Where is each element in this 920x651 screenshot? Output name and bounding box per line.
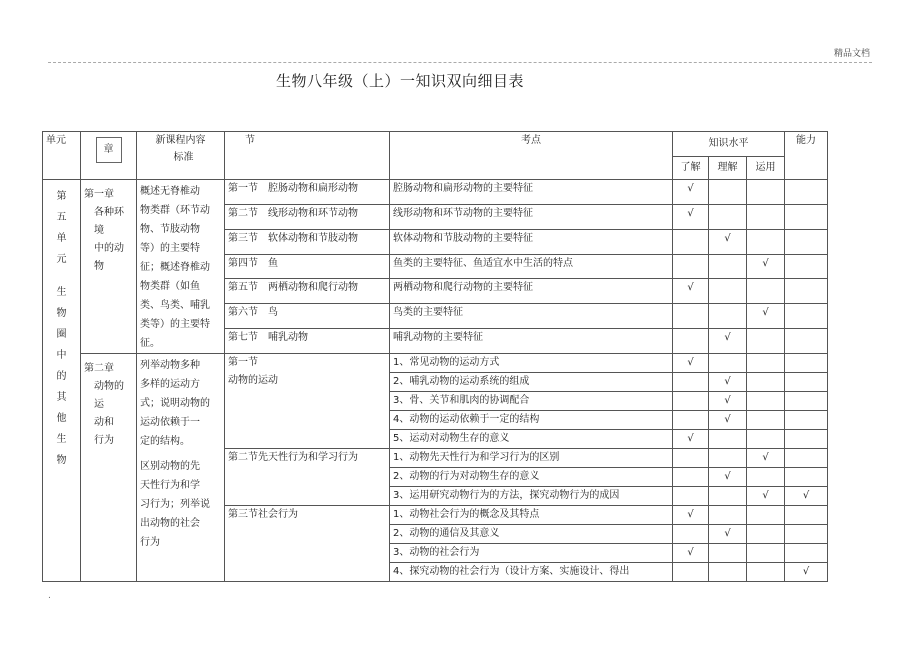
point-cell: 4、动物的运动依赖于一定的结构 [390,411,673,430]
ability-check: √ [785,487,828,506]
standard-cell [137,354,225,582]
standard-line: 定的结构。 [140,436,190,447]
knowledge-table [42,131,828,582]
header-mark: 精品文档 [833,49,870,59]
standard-line: 征；概述脊椎动 [140,262,210,273]
understand-check: √ [709,392,747,411]
ability-check [785,392,828,411]
ability-check [785,506,828,525]
unit-char: 五 [56,212,67,223]
understand-check [709,204,747,229]
section-cell: 第二节 线形动物和环节动物 [225,204,390,229]
understand-check [709,180,747,205]
apply-check [747,430,785,449]
point-cell: 鱼类的主要特征、鱼适宜水中生活的特点 [390,254,673,279]
ability-check [785,254,828,279]
know-check [673,525,709,544]
understand-check [709,354,747,373]
header-apply: 运用 [747,157,785,180]
standard-line: 行为 [140,537,160,548]
standard-line: 多样的运动方 [140,379,200,390]
know-check: √ [673,430,709,449]
ability-check [785,279,828,304]
header-section: 节 [225,132,390,180]
standard-line: 天性行为和学 [140,480,200,491]
apply-check [747,506,785,525]
understand-check [709,563,747,582]
unit-char: 的 [56,371,67,382]
unit-char: 第 [56,191,67,202]
standard-line: 出动物的社会 [140,518,200,529]
understand-check [709,304,747,329]
header-chapter-cell [81,132,137,180]
standard-line: 类、鸟类、哺乳 [140,300,210,311]
know-check: √ [673,279,709,304]
apply-check: √ [747,487,785,506]
point-cell: 1、动物先天性行为和学习行为的区别 [390,449,673,468]
section-line: 第一节 [228,357,258,368]
chapter-line: 中的动物 [94,243,124,272]
understand-check: √ [709,373,747,392]
chapter-line: 各种环境 [94,207,124,236]
page-title: 生物八年级（上）一知识双向细目表 [275,72,524,90]
know-check [673,304,709,329]
know-check [673,329,709,354]
standard-line: 列举动物多种 [140,360,200,371]
unit-char: 其 [56,392,67,403]
standard-line: 物类群（如鱼 [140,281,200,292]
point-cell: 4、探究动物的社会行为（设计方案、实施设计、得出 [390,563,673,582]
footer-mark: . [48,591,51,601]
standard-text [140,182,221,353]
apply-check [747,279,785,304]
know-check [673,373,709,392]
header-unit: 单元 [43,132,81,180]
unit-char: 物 [56,455,67,466]
section-cell: 第四节 鱼 [225,254,390,279]
chapter-line: 行为 [94,435,114,446]
ability-check [785,354,828,373]
ability-check [785,373,828,392]
point-cell: 两栖动物和爬行动物的主要特征 [390,279,673,304]
point-cell: 2、哺乳动物的运动系统的组成 [390,373,673,392]
know-check [673,392,709,411]
unit-cell [43,180,81,582]
know-check: √ [673,354,709,373]
ability-check [785,430,828,449]
ability-check: √ [785,563,828,582]
know-check [673,229,709,254]
understand-check: √ [709,525,747,544]
point-cell: 3、动物的社会行为 [390,544,673,563]
section-cell: 第七节 哺乳动物 [225,329,390,354]
ability-check [785,525,828,544]
unit-char: 物 [56,308,67,319]
know-check: √ [673,544,709,563]
section-cell: 第一节 腔肠动物和扁形动物 [225,180,390,205]
standard-line: 物类群（环节动 [140,205,210,216]
table-body [43,132,828,582]
ability-check [785,411,828,430]
standard-text [140,356,221,451]
header-divider [48,62,872,63]
point-cell: 3、运用研究动物行为的方法，探究动物行为的成因 [390,487,673,506]
chapter-line: 第一章 [84,189,114,200]
header-point: 考点 [390,132,673,180]
header-know: 了解 [673,157,709,180]
understand-check: √ [709,229,747,254]
unit-char: 中 [56,350,67,361]
ability-check [785,468,828,487]
unit-char: 圈 [56,329,67,340]
ability-check [785,449,828,468]
section-cell [225,506,390,582]
point-cell: 鸟类的主要特征 [390,304,673,329]
standard-cell [137,180,225,354]
table-row [43,180,828,205]
standard-line: 概述无脊椎动 [140,186,200,197]
standard-line: 习行为；列举说 [140,499,210,510]
chapter-line: 动和 [94,417,114,428]
understand-check: √ [709,468,747,487]
ability-check [785,204,828,229]
unit-char: 生 [56,434,67,445]
apply-check [747,180,785,205]
know-check [673,411,709,430]
apply-check [747,544,785,563]
apply-check [747,354,785,373]
header-chapter: 章 [103,144,114,155]
chapter-line: 第二章 [84,363,114,374]
understand-check [709,544,747,563]
ability-check [785,329,828,354]
apply-check [747,392,785,411]
header-standard-cell [137,132,225,180]
point-cell: 2、动物的通信及其意义 [390,525,673,544]
know-check: √ [673,204,709,229]
know-check [673,254,709,279]
standard-line: 征。 [140,338,160,349]
apply-check [747,229,785,254]
standard-line: 等）的主要特 [140,243,200,254]
know-check [673,468,709,487]
header-standard-line2: 标准 [173,152,194,163]
point-cell: 1、动物社会行为的概念及其特点 [390,506,673,525]
ability-check [785,544,828,563]
point-cell: 腔肠动物和扁形动物的主要特征 [390,180,673,205]
standard-line: 区别动物的先 [140,461,200,472]
point-cell: 3、骨、关节和肌肉的协调配合 [390,392,673,411]
section-line: 第二节先天性行为和学习行为 [228,452,358,463]
unit-char: 元 [56,254,67,265]
header-ability: 能力 [785,132,828,180]
apply-check [747,204,785,229]
header-standard-line1: 新课程内容 [155,135,206,146]
apply-check [747,373,785,392]
understand-check [709,449,747,468]
section-cell: 第五节 两栖动物和爬行动物 [225,279,390,304]
ability-check [785,180,828,205]
know-check [673,449,709,468]
standard-line: 物、节肢动物 [140,224,200,235]
know-check [673,487,709,506]
apply-check: √ [747,449,785,468]
standard-line: 运动依赖于一 [140,417,200,428]
know-check: √ [673,506,709,525]
understand-check [709,279,747,304]
know-check: √ [673,180,709,205]
standard-text [140,457,221,552]
unit-char: 单 [56,233,67,244]
header-understand: 理解 [709,157,747,180]
header-knowledge: 知识水平 [673,132,785,157]
understand-check [709,430,747,449]
chapter-line: 动物的运 [94,381,124,410]
unit-char: 生 [56,287,67,298]
header-row-1 [43,132,828,157]
understand-check [709,506,747,525]
ability-check [785,304,828,329]
apply-check: √ [747,254,785,279]
understand-check [709,487,747,506]
section-cell [225,449,390,506]
point-cell: 2、动物的行为对动物生存的意义 [390,468,673,487]
point-cell: 5、运动对动物生存的意义 [390,430,673,449]
apply-check [747,563,785,582]
understand-check [709,254,747,279]
apply-check [747,329,785,354]
table-row [43,354,828,373]
point-cell: 1、常见动物的运动方式 [390,354,673,373]
standard-line: 类等）的主要特 [140,319,210,330]
apply-check [747,468,785,487]
apply-check: √ [747,304,785,329]
ability-check [785,229,828,254]
section-cell: 第六节 鸟 [225,304,390,329]
point-cell: 软体动物和节肢动物的主要特征 [390,229,673,254]
know-check [673,563,709,582]
standard-line: 式；说明动物的 [140,398,210,409]
point-cell: 线形动物和环节动物的主要特征 [390,204,673,229]
apply-check [747,525,785,544]
apply-check [747,411,785,430]
unit-char: 他 [56,413,67,424]
chapter-cell [81,354,137,582]
point-cell: 哺乳动物的主要特征 [390,329,673,354]
section-cell [225,354,390,449]
unit-gap [46,270,77,282]
understand-check: √ [709,329,747,354]
section-line: 动物的运动 [228,375,278,386]
header-chapter-box [96,137,122,163]
understand-check: √ [709,411,747,430]
section-line: 第三节社会行为 [228,509,298,520]
section-cell: 第三节 软体动物和节肢动物 [225,229,390,254]
chapter-cell [81,180,137,354]
